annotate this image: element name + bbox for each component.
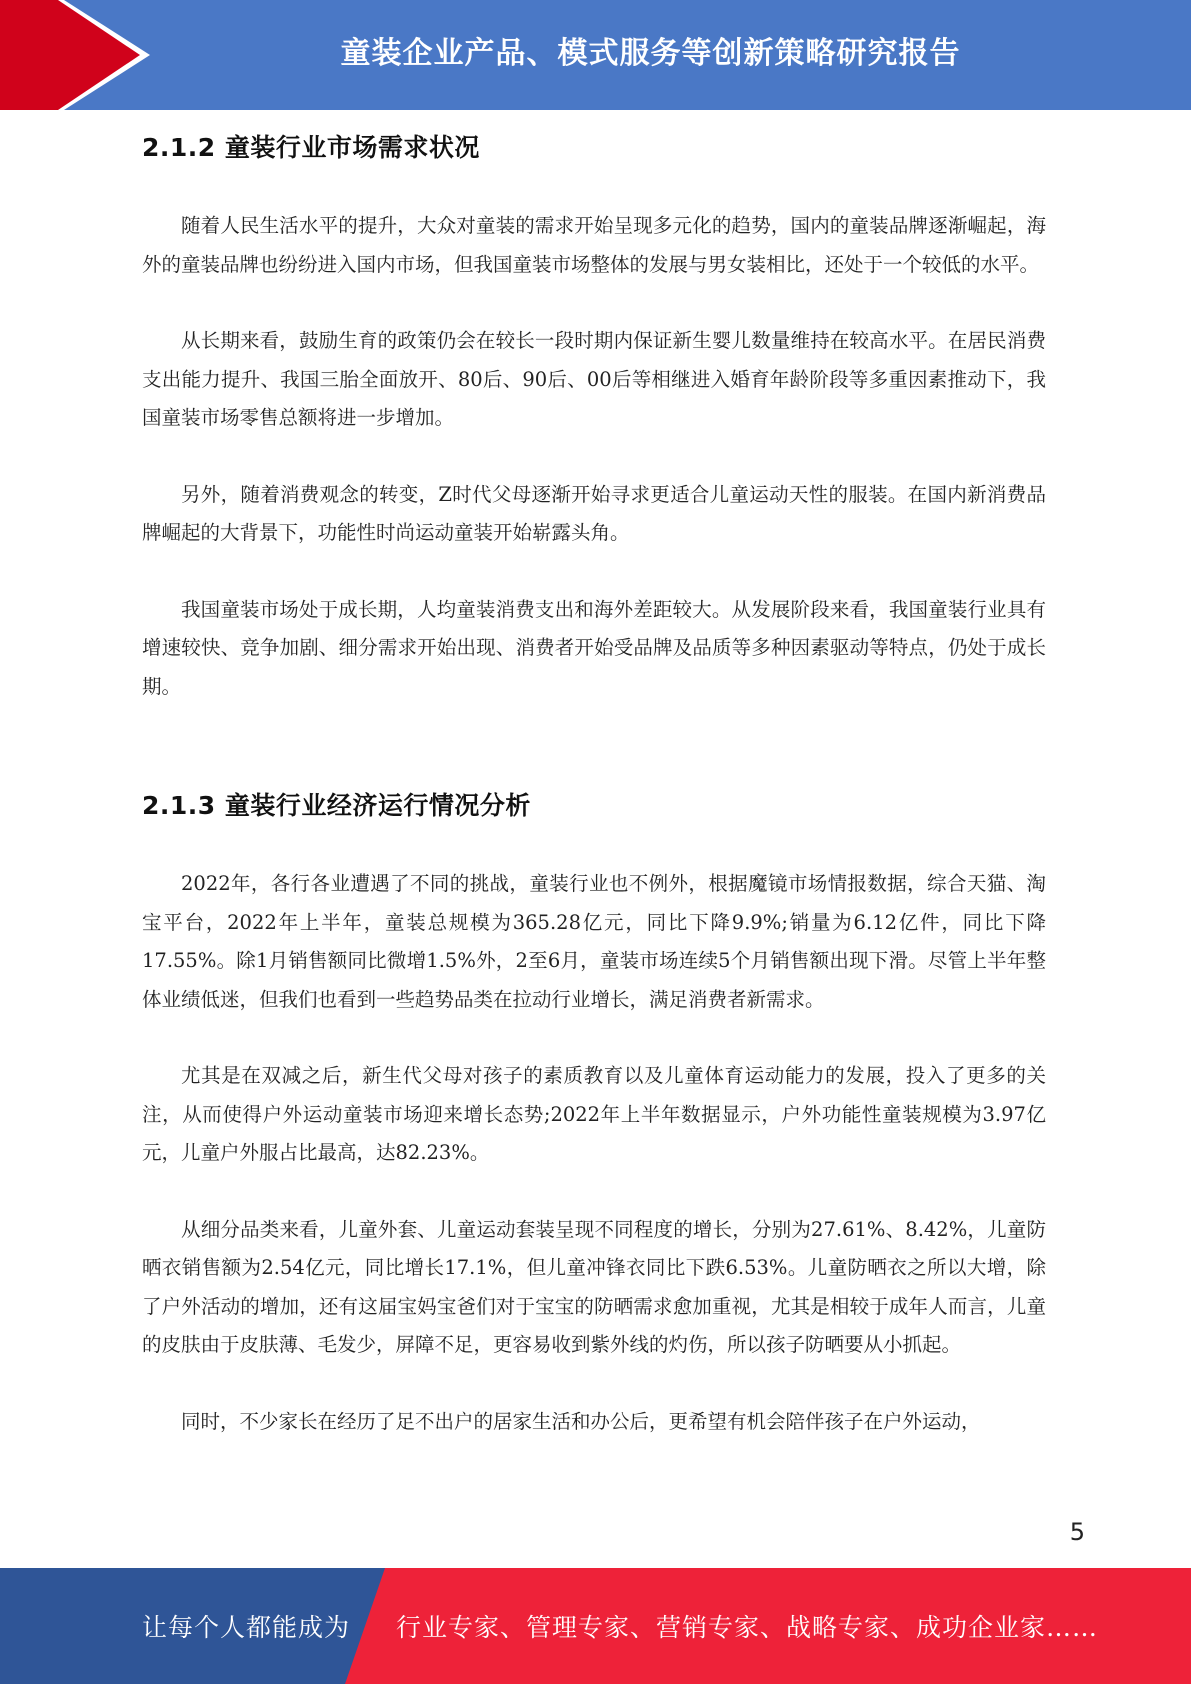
page-footer	[0, 1568, 1191, 1684]
section-heading-2-1-3: 2.1.3 童装行业经济运行情况分析	[142, 791, 531, 820]
paragraph: 尤其是在双减之后，新生代父母对孩子的素质教育以及儿童体育运动能力的发展，投入了更多的关注，从而使得户外运动童装市场迎来增长态势;2022年上半年数据显示，户外功能性童装规模为3.97亿元，儿童户外服占比最高，达82.23%。	[142, 1064, 1046, 1164]
document-title: 童装企业产品、模式服务等创新策略研究报告	[340, 36, 961, 71]
paragraph: 随着人民生活水平的提升，大众对童装的需求开始呈现多元化的趋势，国内的童装品牌逐渐崛起，海外的童装品牌也纷纷进入国内市场，但我国童装市场整体的发展与男女装相比，还处于一个较低的水平。	[142, 214, 1046, 276]
page-content	[142, 128, 1046, 1441]
paragraph: 同时，不少家长在经历了足不出户的居家生活和办公后，更希望有机会陪伴孩子在户外运动，	[181, 1409, 981, 1433]
section-heading-2-1-2: 2.1.2 童装行业市场需求状况	[142, 133, 480, 162]
paragraph: 从长期来看，鼓励生育的政策仍会在较长一段时期内保证新生婴儿数量维持在较高水平。在居民消费支出能力提升、我国三胎全面放开、80后、90后、00后等相继进入婚育年龄阶段等多重因素推动下，我国童装市场零售总额将进一步增加。	[142, 329, 1046, 429]
paragraph: 我国童装市场处于成长期，人均童装消费支出和海外差距较大。从发展阶段来看，我国童装行业具有增速较快、竞争加剧、细分需求开始出现、消费者开始受品牌及品质等多种因素驱动等特点，仍处于成长期。	[142, 597, 1046, 698]
paragraph: 2022年，各行各业遭遇了不同的挑战，童装行业也不例外，根据魔镜市场情报数据，综合天猫、淘宝平台，2022年上半年，童装总规模为365.28亿元，同比下降9.9%;销量为6.12亿件，同比下降17.55%。除1月销售额同比微增1.5%外，2至6月，童装市场连续5个月销售额出现下滑。尽管上半年整体业绩低迷，但我们也看到一些趋势品类在拉动行业增长，满足消费者新需求。	[142, 872, 1046, 1011]
footer-slogan-left: 让每个人都能成为	[142, 1613, 351, 1642]
page-header	[0, 0, 1191, 110]
header-chevron-decoration	[0, 0, 150, 110]
footer-slogan-right: 行业专家、管理专家、营销专家、战略专家、成功企业家……	[396, 1613, 1099, 1642]
page-number: 5	[1069, 1518, 1085, 1546]
paragraph: 从细分品类来看，儿童外套、儿童运动套装呈现不同程度的增长，分别为27.61%、8.42%，儿童防晒衣销售额为2.54亿元，同比增长17.1%，但儿童冲锋衣同比下跌6.53%。儿童防晒衣之所以大增，除了户外活动的增加，还有这届宝妈宝爸们对于宝宝的防晒需求愈加重视，尤其是相较于成年人而言，儿童的皮肤由于皮肤薄、毛发少，屏障不足，更容易收到紫外线的灼伤，所以孩子防晒要从小抓起。	[142, 1217, 1046, 1356]
paragraph: 另外，随着消费观念的转变，Z时代父母逐渐开始寻求更适合儿童运动天性的服装。在国内新消费品牌崛起的大背景下，功能性时尚运动童装开始崭露头角。	[142, 482, 1046, 544]
